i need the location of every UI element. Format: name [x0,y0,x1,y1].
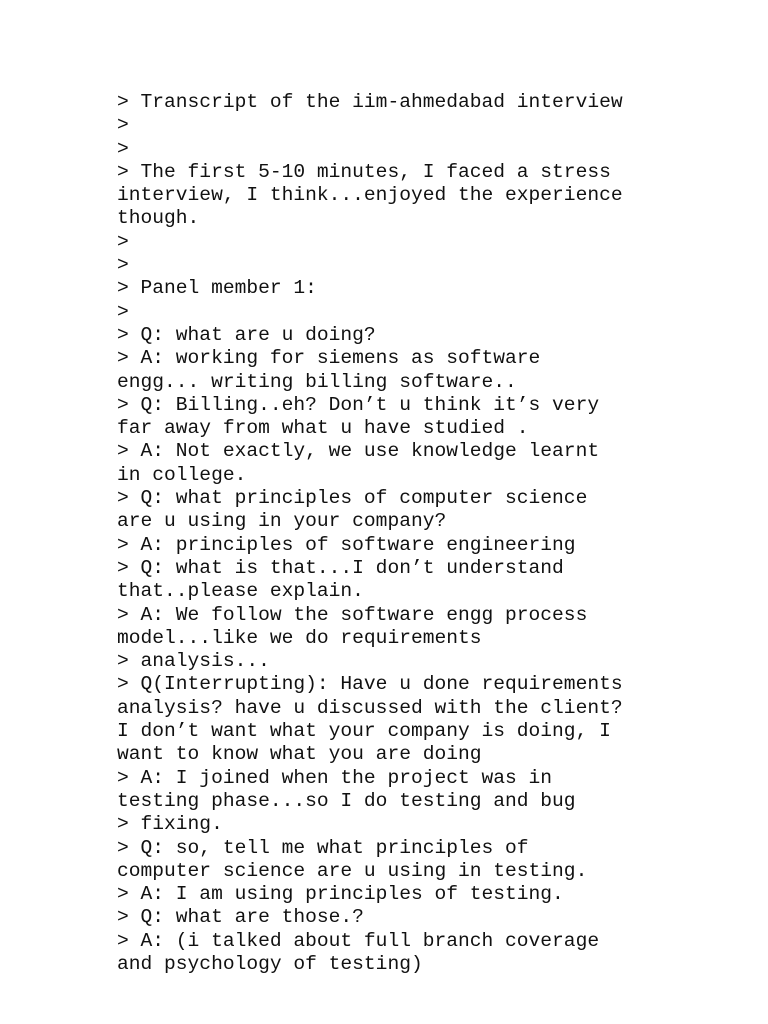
transcript-line: though. [117,207,200,230]
transcript-line: > [117,300,129,323]
transcript-line: are u using in your company? [117,510,447,533]
transcript-line: in college. [117,463,247,486]
transcript-line: computer science are u using in testing. [117,859,588,882]
transcript-text [117,91,677,976]
transcript-line: that..please explain. [117,580,364,603]
transcript-line: far away from what u have studied . [117,417,529,440]
transcript-line: model...like we do requirements [117,626,482,649]
transcript-line: > [117,254,129,277]
transcript-line: > Q(Interrupting): Have u done requirements [117,673,623,696]
transcript-line: > Panel member 1: [117,277,317,300]
transcript-line: > A: I am using principles of testing. [117,883,564,906]
transcript-line: > A: I joined when the project was in [117,766,553,789]
transcript-line: > A: We follow the software engg process [117,603,588,626]
transcript-line: > Q: what principles of computer science [117,487,588,510]
transcript-line: and psychology of testing) [117,952,423,975]
transcript-line: > A: (i talked about full branch coverage [117,929,600,952]
transcript-line: > Q: Billing..eh? Don’t u think it’s very [117,393,600,416]
transcript-line: > Q: what are u doing? [117,323,376,346]
transcript-line: engg... writing billing software.. [117,370,517,393]
transcript-line: > Q: what are those.? [117,906,364,929]
transcript-line: > A: working for siemens as software [117,347,541,370]
transcript-line: > [117,114,129,137]
transcript-line: > Q: what is that...I don’t understand [117,556,564,579]
transcript-line: > The first 5-10 minutes, I faced a stress [117,160,611,183]
transcript-line: > Transcript of the iim-ahmedabad interview [117,91,623,113]
transcript-line: analysis? have u discussed with the client? [117,696,623,719]
transcript-line: I don’t want what your company is doing, I [117,720,611,743]
transcript-line: > Q: so, tell me what principles of [117,836,529,859]
transcript-line: want to know what you are doing [117,743,482,766]
transcript-line: > fixing. [117,813,223,836]
transcript-line: testing phase...so I do testing and bug [117,789,576,812]
transcript-line: > A: principles of software engineering [117,533,576,556]
transcript-line: > analysis... [117,650,270,673]
transcript-line: interview, I think...enjoyed the experience [117,184,623,207]
transcript-line: > A: Not exactly, we use knowledge learnt [117,440,600,463]
transcript-line: > [117,230,129,253]
transcript-line: > [117,137,129,160]
